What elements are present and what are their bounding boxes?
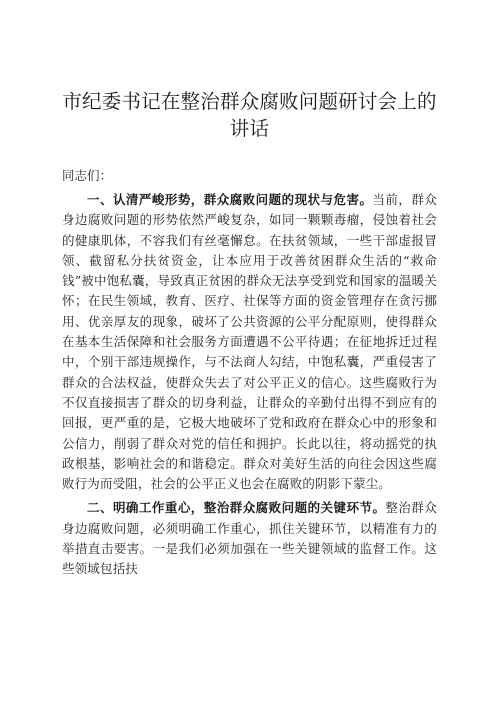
paragraph-2-body: 整治群众身边腐败问题，必须明确工作重心，抓住关键环节，以精准有力的举措直击要害。一是我们必须加强在一些关键领域的监督工作。这些领域包括扶 xyxy=(62,500,437,577)
paragraph-2 xyxy=(62,498,437,579)
paragraph-2-heading: 二、明确工作重心，整治群众腐败问题的关键环节。 xyxy=(87,500,386,516)
paragraph-1-heading: 一、认清严峻形势，群众腐败问题的现状与危害。 xyxy=(87,192,373,207)
paragraph-1-body: 当前，群众身边腐败问题的形势依然严峻复杂，如同一颗颗毒瘤，侵蚀着社会的健康肌体，不容我们有丝毫懈怠。在扶贫领域，一些干部虚报冒领、截留私分扶贫资金，让本应用于改善贫困群众生活的“救命钱”被中饱私囊，导致真正贫困的群众无法享受到党和国家的温暖关怀；在民生领域，教育、医疗、社保等方面的资金管理存在贪污挪用、优亲厚友的现象，破坏了公共资源的公平分配原则，使得群众在基本生活保障和社会服务方面遭遇不公平待遇；在征地拆迁过程中，个别干部违规操作，与不法商人勾结，中饱私囊，严重侵害了群众的合法权益，使群众失去了对公平正义的信心。这些腐败行为不仅直接损害了群众的切身利益，让群众的辛勤付出得不到应有的回报，更严重的是，它极大地破坏了党和政府在群众心中的形象和公信力，削弱了群众对党的信任和拥护。长此以往，将动摇党的执政根基，影响社会的和谐稳定。群众对美好生活的向往会因这些腐败行为而受阻，社会的公平正义也会在腐败的阴影下蒙尘。 xyxy=(62,192,437,492)
document-title: 市纪委书记在整治群众腐败问题研讨会上的讲话 xyxy=(62,90,437,140)
paragraph-1 xyxy=(62,190,437,494)
salutation: 同志们： xyxy=(62,168,113,183)
